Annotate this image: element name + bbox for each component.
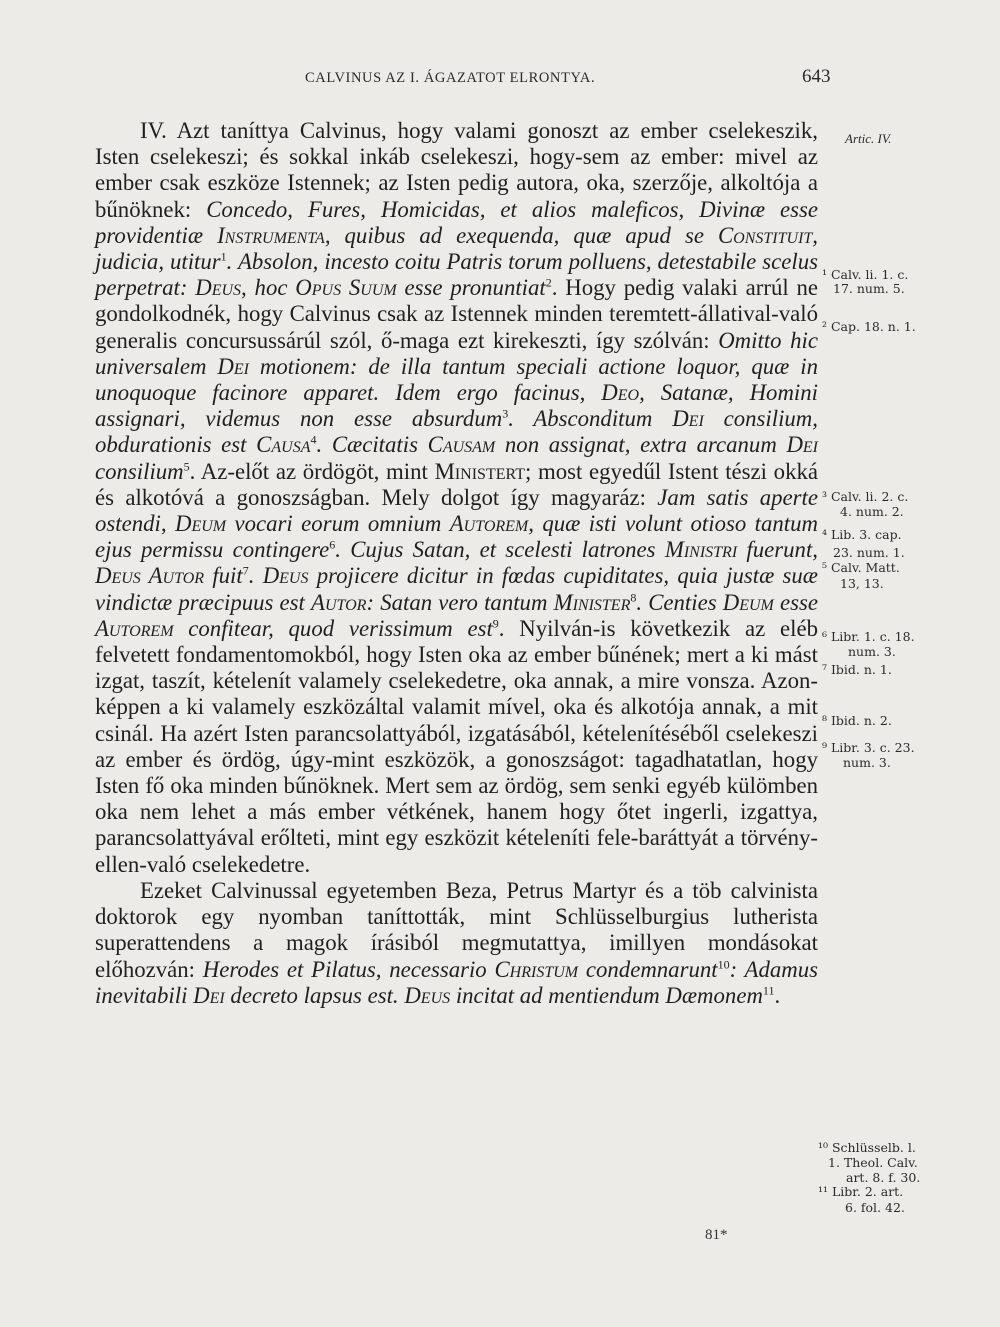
latin-quote: vocari eorum omnium — [226, 511, 450, 537]
latin-quote: . Absconditum — [508, 406, 673, 432]
text-span: ; most egyedűl Istent tészi okká és alkotóvá a gonoszságban. Mely dolgot így magyaráz: — [95, 458, 818, 510]
margin-note-7: ⁷ Ibid. n. 1. — [822, 662, 892, 677]
margin-note-1b: 17. num. 5. — [833, 281, 905, 296]
footnote-marker: 8 — [630, 590, 637, 605]
latin-quote: motionem: de illa tantum speciali actione loquor, quæ in unoquoque facinore apparet. Idem ergo facinus, — [95, 353, 819, 406]
signature-mark: 81* — [705, 1227, 728, 1243]
running-title: CALVINUS AZ I. ÁGAZATOT ELRONTYA. — [305, 70, 596, 86]
margin-note-4b: 23. num. 1. — [833, 545, 905, 560]
main-text — [95, 118, 818, 1009]
text-span: Ezeket Calvinussal egyetemben Beza, Petrus Martyr és a töb calvinista doktorok egy nyomban taníttották, mint Schlüsselburgius lutherista superattendens a magok írásiból megmutattya, imillyen mondásokat előhozván: — [95, 877, 818, 982]
margin-note-10a: ¹⁰ Schlüsselb. l. — [818, 1140, 916, 1155]
latin-smallcaps: Opus — [295, 275, 342, 301]
latin-quote: condemnarunt — [578, 956, 718, 982]
paragraph-2 — [95, 878, 818, 1009]
latin-quote: , Satanæ, Homini assignari, videmus non esse absurdum — [95, 380, 818, 432]
latin-quote: incitat ad mentiendum Dæmonem — [450, 982, 763, 1008]
latin-smallcaps: Deus — [195, 275, 242, 301]
latin-smallcaps: Causam — [427, 432, 496, 458]
latin-smallcaps: Dei — [193, 982, 225, 1008]
latin-smallcaps: Deum — [174, 511, 227, 537]
footnote-marker: 3 — [502, 406, 509, 421]
margin-note-6b: num. 3. — [848, 644, 896, 659]
latin-smallcaps: Minister — [553, 589, 631, 615]
latin-quote: consilium, obdurationis est — [95, 406, 818, 458]
margin-note-6a: ⁶ Libr. 1. c. 18. — [822, 629, 915, 644]
latin-smallcaps: Constituit — [717, 222, 813, 248]
text-span: . Nyilván-is következik az eléb felvetett fondamentomokból, hogy Isten oka az ember bűnének; mert a ki mást izgat, taszít, kételenít valamely cselekedetre, oka annak, a mire vonsza. Azon-képpen a ki valamely eszközáltal valamit mível, oka és alkotója annak, a mit csinál. Ha azért Isten parancsolattyából, izgatásából, kételenítéséből cselekeszi az ember és ördög, úgy-mint eszközök, a gonoszságot: tagadhatatlan, hogy Isten fő oka minden bűnöknek. Mert sem az ördög, sem senki egyéb külömben oka nem lehet a más ember vétkének, hanem hogy őtet ingerli, izgattya, parancsolattyával erőlteti, mint egy eszközit kételeníti fele-baráttyát a törvény-ellen-való cselekedetre. — [95, 615, 818, 877]
text-span: . — [774, 982, 781, 1008]
margin-note-4a: ⁴ Lib. 3. cap. — [822, 527, 902, 542]
latin-smallcaps: Autorem — [95, 615, 174, 641]
latin-quote: Jam satis aperte ostendi, — [95, 484, 818, 537]
latin-smallcaps: Dei — [672, 406, 704, 432]
text-span: IV. Azt taníttya Calvinus, hogy valami gonoszt az ember cselekeszik, Isten cselekeszi; és sokkal inkáb cselekeszi, hogy-sem az ember: mivel az ember csak eszköze Istennek; az Isten pedig autora, oka, szerzője, alkoltója a bűnöknek: — [95, 118, 818, 222]
latin-smallcaps: Christum — [494, 956, 579, 982]
page-number: 643 — [802, 66, 831, 87]
margin-note-artic: Artic. IV. — [845, 131, 892, 146]
latin-smallcaps: Causa — [256, 432, 311, 458]
footnote-marker: 9 — [492, 616, 499, 631]
latin-smallcaps: Dei — [786, 432, 819, 458]
latin-smallcaps: Autor — [311, 589, 367, 615]
margin-note-9a: ⁹ Libr. 3. c. 23. — [822, 740, 915, 755]
latin-quote: decreto lapsus est. — [224, 982, 405, 1008]
latin-quote: , hoc — [241, 275, 296, 301]
footnote-marker: 1 — [220, 249, 227, 264]
latin-quote: Omitto hic universalem — [95, 327, 818, 379]
margin-note-3a: ³ Calv. li. 2. c. — [822, 489, 909, 504]
latin-smallcaps: Dei — [217, 353, 249, 379]
latin-quote — [341, 275, 349, 300]
latin-quote: . Cujus Satan, et scelesti latrones — [335, 537, 665, 563]
latin-smallcaps: Instrumenta — [217, 222, 325, 248]
latin-quote: Herodes et Pilatus, necessario — [202, 956, 495, 982]
smallcaps-word: Ministert — [434, 458, 525, 484]
latin-quote: non assignat, extra arcanum — [495, 432, 787, 458]
latin-quote: Concedo, Fures, Homicidas, et alios maleficos, Divinæ esse providentiæ — [95, 196, 818, 248]
latin-smallcaps: Ministri — [664, 537, 738, 563]
margin-note-2: ² Cap. 18. n. 1. — [822, 319, 916, 334]
margin-note-5b: 13, 13. — [840, 576, 884, 591]
latin-smallcaps: Deus — [262, 563, 309, 589]
latin-quote: fuit — [204, 563, 243, 589]
margin-note-11b: 6. fol. 42. — [845, 1200, 905, 1215]
latin-quote: , judicia, utitur — [95, 222, 818, 275]
paragraph-1 — [95, 118, 818, 878]
margin-note-1a: ¹ Calv. li. 1. c. — [822, 267, 909, 282]
margin-note-9b: num. 3. — [843, 755, 891, 770]
footnote-marker: 10 — [717, 956, 730, 971]
footnote-marker: 2 — [545, 275, 552, 290]
latin-quote: . Centies — [636, 589, 723, 615]
latin-smallcaps: Deus Autor — [95, 563, 205, 589]
margin-note-10b: 1. Theol. Calv. — [828, 1155, 918, 1170]
latin-smallcaps: Autorem — [449, 511, 529, 537]
latin-quote: , quæ isti volunt otioso tantum ejus permissu contingere — [95, 511, 818, 563]
margin-note-5a: ⁵ Calv. Matt. — [822, 560, 900, 575]
latin-smallcaps: Deus — [404, 982, 451, 1008]
footnote-marker: 5 — [183, 459, 190, 474]
latin-quote: projicere dicitur in fœdas cupiditates, quia justæ suæ vindictæ præcipuus est — [95, 563, 819, 615]
text-span: . Az-előt az ördögöt, mint — [189, 458, 435, 484]
latin-quote: esse — [773, 589, 818, 615]
margin-note-3b: 4. num. 2. — [840, 504, 904, 519]
footnote-marker: 7 — [242, 563, 249, 578]
margin-note-8: ⁸ Ibid. n. 2. — [822, 713, 892, 728]
latin-quote: confitear, quod verissimum est — [173, 615, 493, 641]
latin-quote: . Cæcitatis — [316, 432, 428, 458]
margin-note-10c: art. 8. f. 30. — [846, 1170, 921, 1185]
latin-smallcaps: Deum — [722, 589, 774, 615]
latin-quote: , quibus ad exequenda, quæ apud se — [324, 222, 718, 248]
latin-quote: . — [248, 563, 263, 589]
latin-smallcaps: Deo — [601, 380, 640, 406]
text-span: . Hogy pedig valaki arrúl ne gondolkodnék, hogy Calvinus csak az Istennek minden teremtett-állatival-való generalis concursussárúl szól, ő-maga ezt kirekeszti, így szólván: — [95, 275, 819, 353]
latin-smallcaps: Suum — [348, 275, 397, 301]
footnote-marker: 11 — [762, 983, 775, 998]
latin-quote: : Adamus inevitabili — [95, 956, 818, 1008]
margin-note-11a: ¹¹ Libr. 2. art. — [818, 1184, 904, 1199]
latin-quote: fuerunt, — [737, 537, 818, 563]
latin-quote: . Absolon, incesto coitu Patris torum polluens, detestabile scelus perpetrat: — [95, 249, 818, 301]
latin-quote: esse pronuntiat — [396, 275, 546, 301]
latin-quote: consilium — [95, 458, 184, 484]
footnote-marker: 4 — [310, 432, 317, 447]
latin-quote: : Satan vero tantum — [366, 589, 554, 615]
footnote-marker: 6 — [329, 537, 336, 552]
